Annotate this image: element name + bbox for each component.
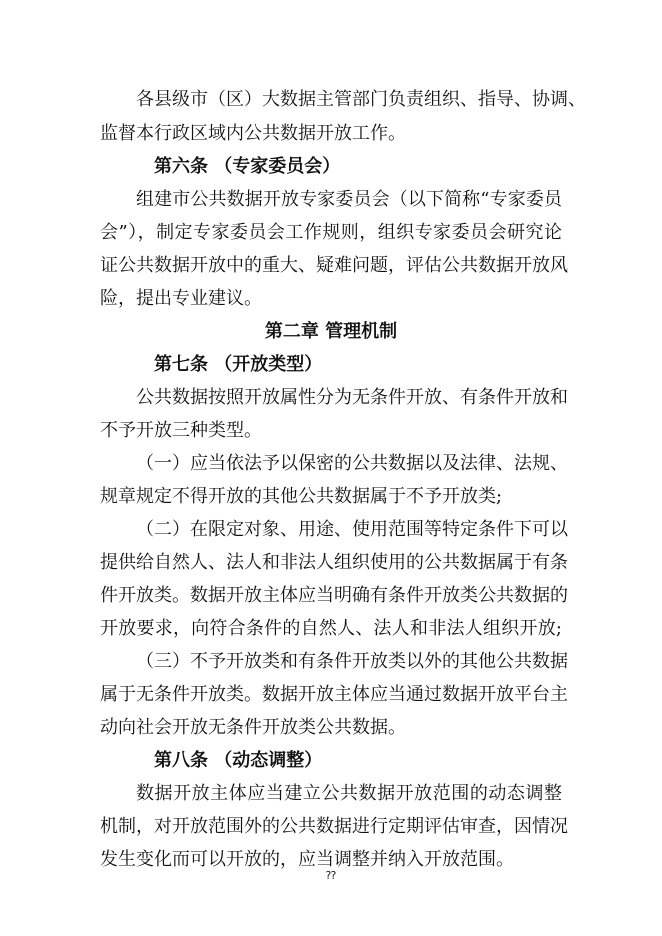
paragraph-line: 开放要求，向符合条件的自然人、法人和非法人组织开放; [100, 618, 562, 639]
paragraph-line: 监督本行政区域内公共数据开放工作。 [100, 123, 406, 144]
paragraph-line: 动向社会开放无条件开放类公共数据。 [100, 717, 406, 738]
article-heading: 第六条 （专家委员会） [154, 156, 341, 177]
paragraph-line: 件开放类。数据开放主体应当明确有条件开放类公共数据的 [100, 585, 568, 606]
chapter-heading: 第二章 管理机制 [264, 321, 398, 342]
paragraph-line: （一）应当依法予以保密的公共数据以及法律、法规、 [136, 453, 568, 474]
paragraph-line: （二）在限定对象、用途、使用范围等特定条件下可以 [136, 519, 568, 540]
paragraph-line: 会”），制定专家委员会工作规则，组织专家委员会研究论 [100, 222, 562, 243]
paragraph-line: 证公共数据开放中的重大、疑难问题，评估公共数据开放风 [100, 255, 568, 276]
paragraph-line: 不予开放三种类型。 [100, 420, 262, 441]
article-heading: 第八条 （动态调整） [154, 750, 323, 771]
paragraph-line: 组建市公共数据开放专家委员会（以下简称“专家委员 [136, 189, 562, 210]
paragraph-line: 发生变化而可以开放的，应当调整并纳入开放范围。 [100, 849, 514, 870]
paragraph-line: 公共数据按照开放属性分为无条件开放、有条件开放和 [136, 387, 568, 408]
page-number: ⁇ [325, 869, 337, 882]
paragraph-line: 各县级市（区）大数据主管部门负责组织、指导、协调、 [136, 89, 586, 110]
paragraph-line: 属于无条件开放类。数据开放主体应当通过数据开放平台主 [100, 684, 568, 705]
paragraph-line: 机制，对开放范围外的公共数据进行定期评估审查，因情况 [100, 816, 568, 837]
paragraph-line: 数据开放主体应当建立公共数据开放范围的动态调整 [136, 783, 562, 804]
article-heading: 第七条 （开放类型） [154, 354, 323, 375]
paragraph-line: 提供给自然人、法人和非法人组织使用的公共数据属于有条 [100, 552, 568, 573]
paragraph-line: 险，提出专业建议。 [100, 288, 262, 309]
paragraph-line: 规章规定不得开放的其他公共数据属于不予开放类; [100, 486, 503, 507]
paragraph-line: （三）不予开放类和有条件开放类以外的其他公共数据 [136, 651, 568, 672]
